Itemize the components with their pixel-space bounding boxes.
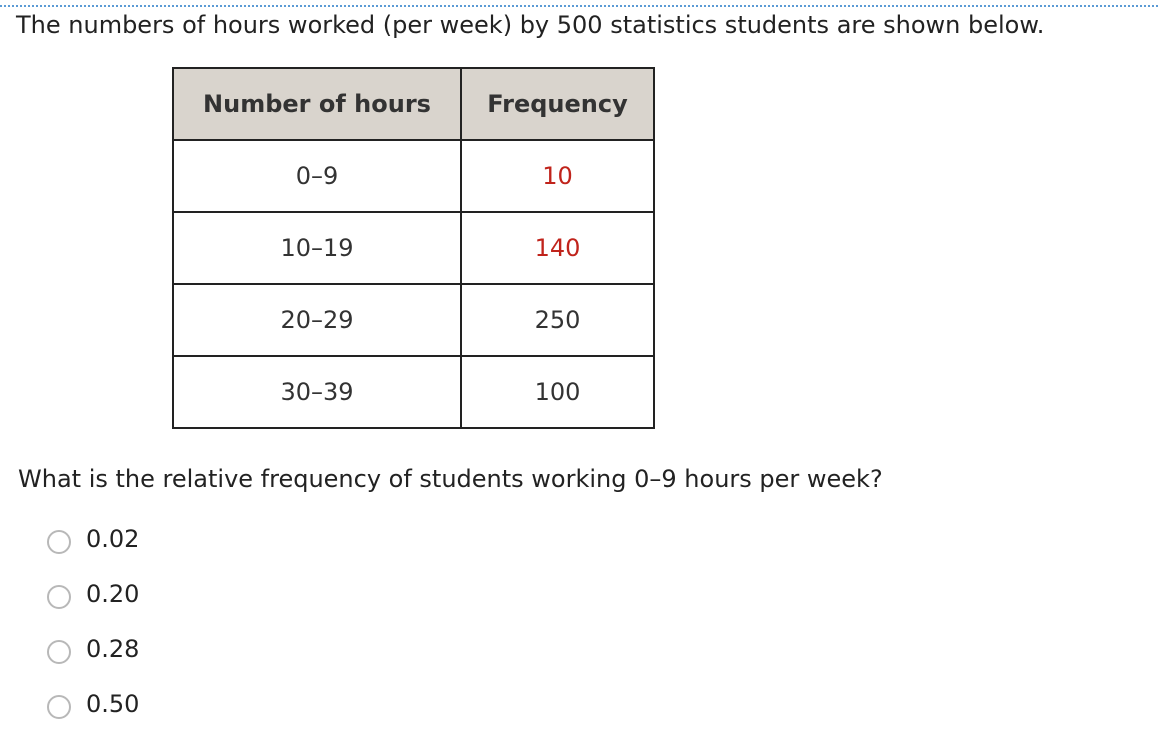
hours-cell: 30–39 xyxy=(173,356,461,428)
radio-button[interactable] xyxy=(47,585,71,609)
table-row xyxy=(173,140,654,212)
intro-text: The numbers of hours worked (per week) by 500 statistics students are shown below. xyxy=(16,11,1045,39)
option-label: 0.50 xyxy=(86,689,140,718)
answer-option-0-50[interactable] xyxy=(47,676,139,731)
answer-option-0-20[interactable] xyxy=(47,566,139,621)
option-label: 0.20 xyxy=(86,579,140,608)
table-header-row xyxy=(173,68,654,140)
answer-options xyxy=(47,511,139,731)
frequency-cell: 100 xyxy=(461,356,654,428)
question-text: What is the relative frequency of students working 0–9 hours per week? xyxy=(18,465,883,493)
radio-button[interactable] xyxy=(47,695,71,719)
frequency-table xyxy=(172,67,655,429)
radio-button[interactable] xyxy=(47,530,71,554)
frequency-cell: 140 xyxy=(461,212,654,284)
option-label: 0.28 xyxy=(86,634,140,663)
frequency-cell: 250 xyxy=(461,284,654,356)
radio-button[interactable] xyxy=(47,640,71,664)
answer-option-0-02[interactable] xyxy=(47,511,139,566)
table-row xyxy=(173,284,654,356)
answer-option-0-28[interactable] xyxy=(47,621,139,676)
hours-cell: 0–9 xyxy=(173,140,461,212)
header-frequency: Frequency xyxy=(461,68,654,140)
option-label: 0.02 xyxy=(86,524,140,553)
table-row xyxy=(173,356,654,428)
frequency-cell: 10 xyxy=(461,140,654,212)
top-dotted-divider xyxy=(0,5,1158,7)
hours-cell: 10–19 xyxy=(173,212,461,284)
header-number-of-hours: Number of hours xyxy=(173,68,461,140)
table-row xyxy=(173,212,654,284)
hours-cell: 20–29 xyxy=(173,284,461,356)
